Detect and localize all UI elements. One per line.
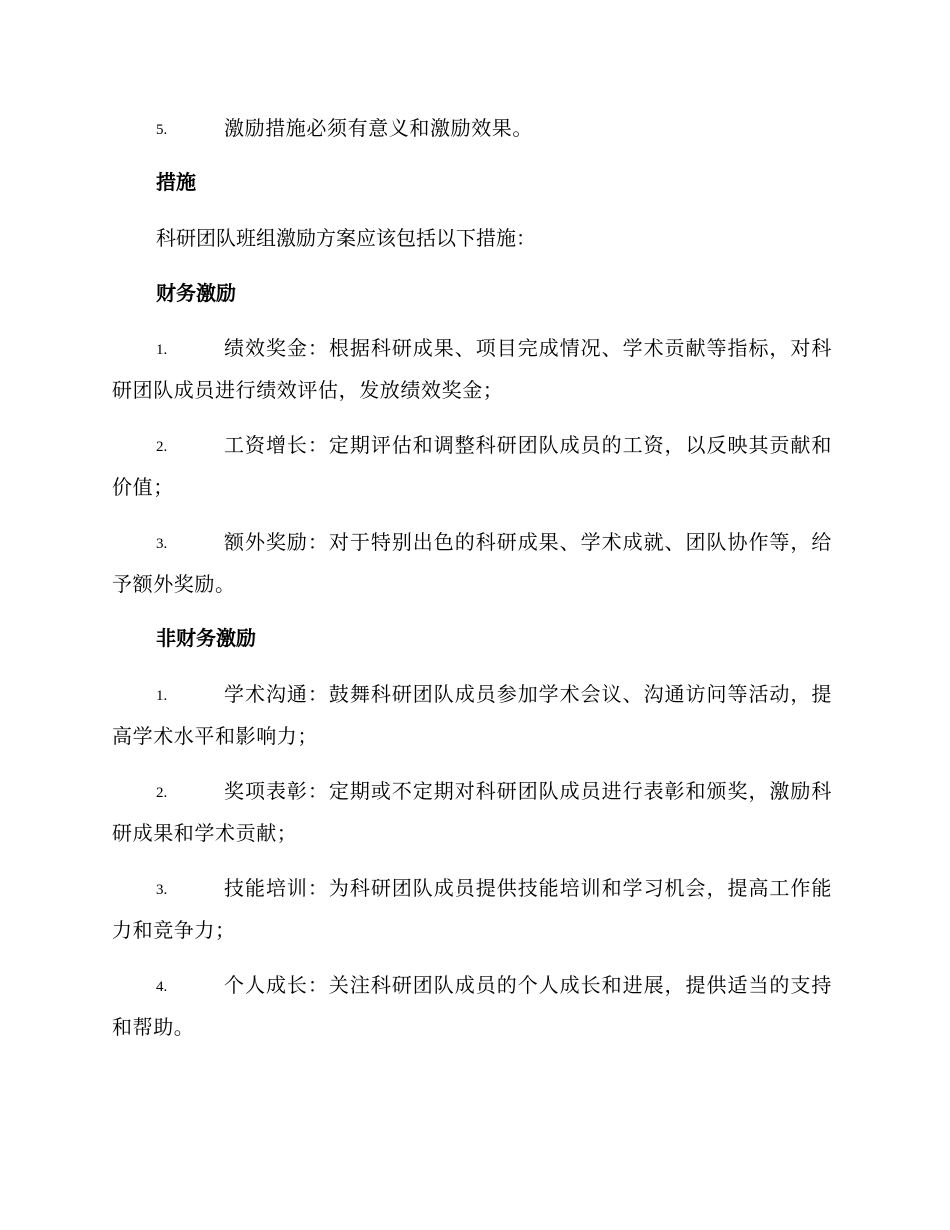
section-heading-measures: 措施 <box>156 170 196 194</box>
list-text: 学术沟通：鼓舞科研团队成员参加学术会议、沟通访问等活动，提高学术水平和影响力； <box>112 682 832 748</box>
measures-intro: 科研团队班组激励方案应该包括以下措施： <box>156 226 536 250</box>
list-number: 5. <box>156 122 168 138</box>
list-number: 2. <box>156 439 168 455</box>
section-heading-financial: 财务激励 <box>156 281 236 305</box>
list-text: 个人成长：关注科研团队成员的个人成长和进展，提供适当的支持和帮助。 <box>112 973 832 1039</box>
list-number: 3. <box>156 882 168 898</box>
list-number: 4. <box>156 979 168 995</box>
list-number: 3. <box>156 536 168 552</box>
list-number: 1. <box>156 342 168 358</box>
list-text: 奖项表彰：定期或不定期对科研团队成员进行表彰和颁奖，激励科研成果和学术贡献； <box>112 779 832 845</box>
list-number: 2. <box>156 785 168 801</box>
list-text: 技能培训：为科研团队成员提供技能培训和学习机会，提高工作能力和竞争力； <box>112 876 832 942</box>
list-text: 激励措施必须有意义和激励效果。 <box>224 116 533 140</box>
section-heading-non-financial: 非财务激励 <box>156 626 256 650</box>
list-number: 1. <box>156 688 168 704</box>
list-text: 额外奖励：对于特别出色的科研成果、学术成就、团队协作等，给予额外奖励。 <box>112 530 832 596</box>
list-text: 绩效奖金：根据科研成果、项目完成情况、学术贡献等指标，对科研团队成员进行绩效评估，发放绩效奖金； <box>112 336 832 402</box>
list-text: 工资增长：定期评估和调整科研团队成员的工资，以反映其贡献和价值； <box>112 433 832 499</box>
